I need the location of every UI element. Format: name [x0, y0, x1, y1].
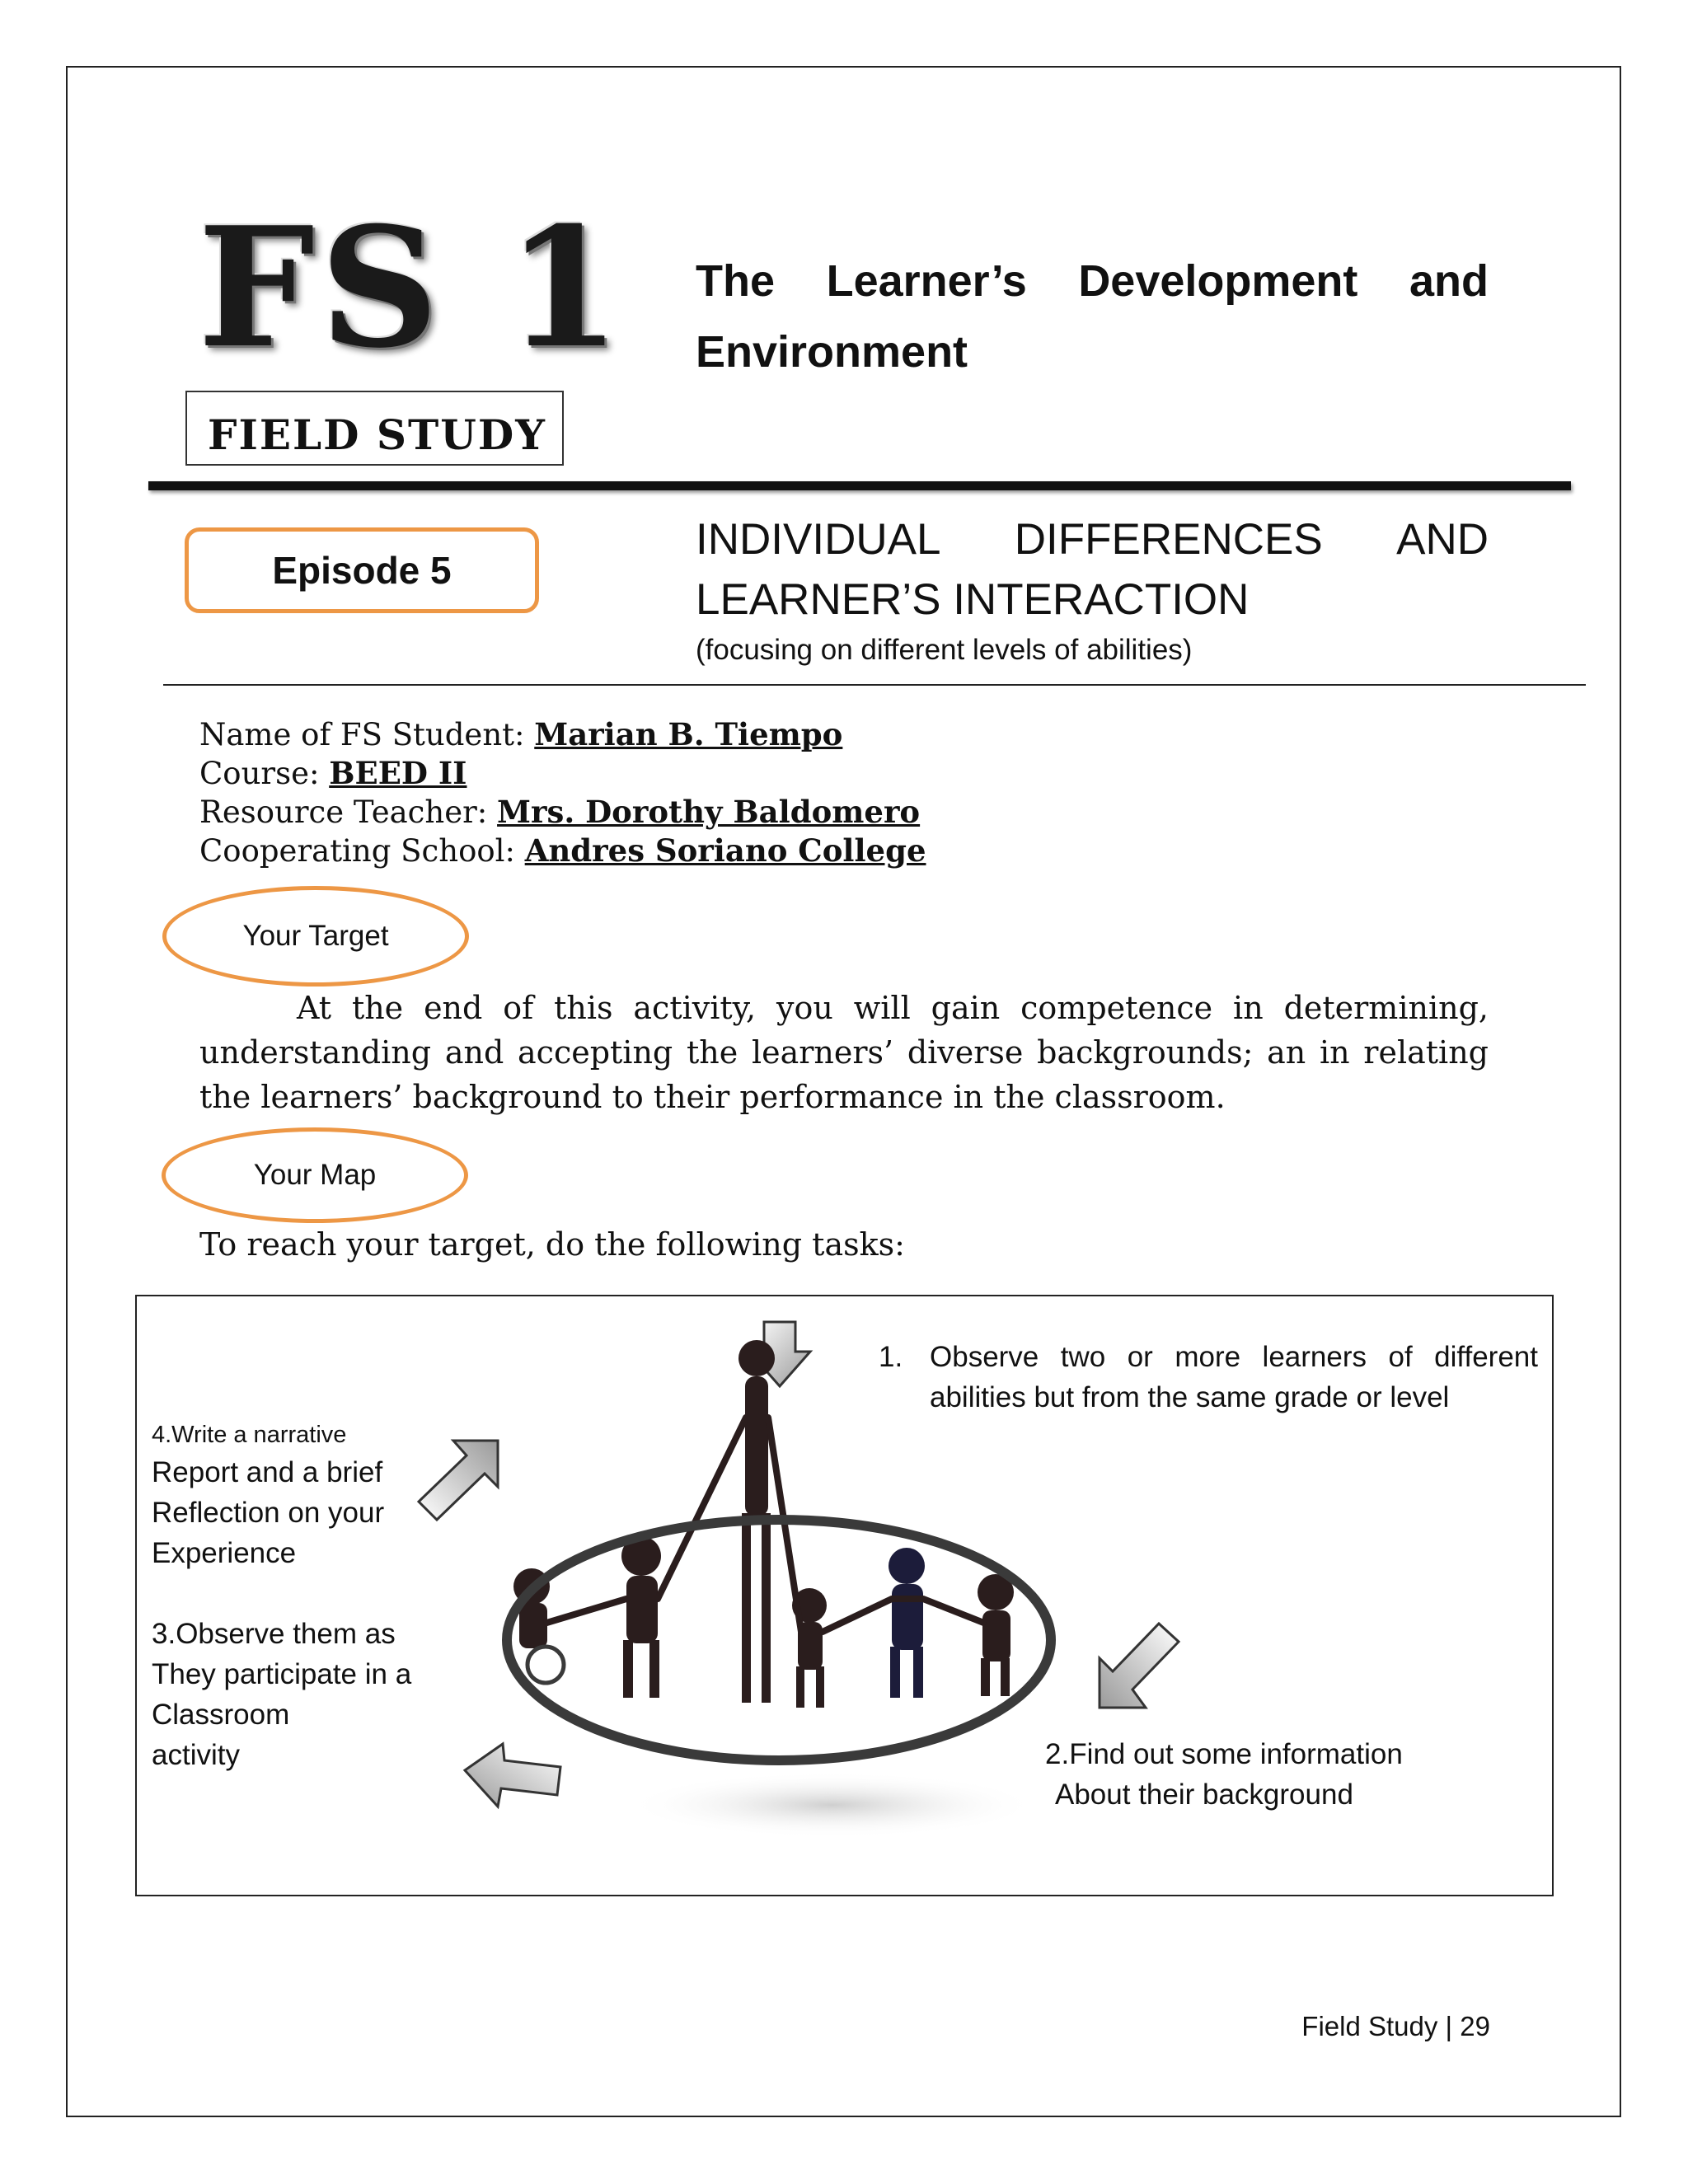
field-study-logo-text: FIELD STUDY	[208, 410, 546, 459]
your-map-heading: Your Map	[162, 1127, 468, 1223]
teacher-label: Resource Teacher:	[199, 794, 498, 830]
task-4	[152, 1418, 384, 1573]
task-3-line: 3.Observe them as	[152, 1618, 396, 1650]
student-name-label: Name of FS Student:	[199, 717, 535, 752]
subtitle-word: AND	[1396, 515, 1489, 564]
task-1-number: 1.	[879, 1341, 903, 1373]
subtitle-word: DIFFERENCES	[1014, 515, 1323, 564]
task-4-line: Reflection on your	[152, 1497, 385, 1529]
subtitle-note: (focusing on different levels of abilities)	[696, 634, 1193, 666]
student-name-row	[199, 715, 926, 754]
task-4-line: Experience	[152, 1537, 297, 1569]
episode-badge: Episode 5	[185, 527, 539, 613]
title-word: Learner’s	[826, 256, 1027, 306]
subtitle-word: INDIVIDUAL	[696, 515, 941, 564]
subtitle-line-1	[696, 509, 1489, 569]
children-holding-hands-illustration	[495, 1327, 1063, 1879]
task-2-line: 2.Find out some information	[1045, 1738, 1403, 1770]
course-row	[199, 754, 926, 793]
title-word: Development	[1078, 256, 1358, 306]
school-row	[199, 832, 926, 870]
teacher-row	[199, 793, 926, 832]
arrow-down-left-icon	[1096, 1619, 1182, 1711]
school-label: Cooperating School:	[199, 833, 525, 869]
title-line-2: Environment	[696, 327, 968, 377]
school-value: Andres Soriano College	[524, 832, 926, 869]
course-value: BEED II	[329, 755, 467, 791]
task-1-text: Observe two or more learners of different abilities but from the same grade or level	[930, 1341, 1538, 1413]
map-intro: To reach your target, do the following tasks:	[199, 1226, 905, 1263]
page-title	[696, 246, 1489, 387]
arrow-up-right-icon	[415, 1437, 501, 1523]
task-3-line: They participate in a	[152, 1658, 412, 1690]
title-word: and	[1409, 256, 1489, 306]
student-name-value: Marian B. Tiempo	[534, 716, 843, 752]
page-footer: Field Study | 29	[1301, 2011, 1490, 2041]
subtitle-line-2: LEARNER’S INTERACTION	[696, 575, 1250, 624]
task-2-line: About their background	[1055, 1779, 1353, 1811]
task-2	[1045, 1734, 1403, 1815]
episode-subtitle	[696, 509, 1489, 671]
student-info	[199, 715, 926, 870]
title-word: The	[696, 256, 776, 306]
header-divider	[148, 481, 1571, 490]
section-divider	[163, 684, 1586, 686]
course-label: Course:	[199, 756, 330, 791]
task-3	[152, 1614, 411, 1775]
target-paragraph: At the end of this activity, you will gain competence in determining, understanding and accepting the learners’ diverse backgrounds; an in relating the learners’ background to their performance in the classroom.	[199, 990, 1489, 1115]
task-4-line: Report and a brief	[152, 1456, 383, 1488]
title-line-1	[696, 246, 1489, 316]
teacher-value: Mrs. Dorothy Baldomero	[497, 794, 921, 830]
task-3-line: activity	[152, 1739, 240, 1771]
task-3-line: Classroom	[152, 1699, 290, 1731]
task-4-line: 4.Write a narrative	[152, 1422, 347, 1448]
fs1-logo: FS 1	[198, 191, 626, 385]
your-target-heading: Your Target	[162, 886, 469, 987]
